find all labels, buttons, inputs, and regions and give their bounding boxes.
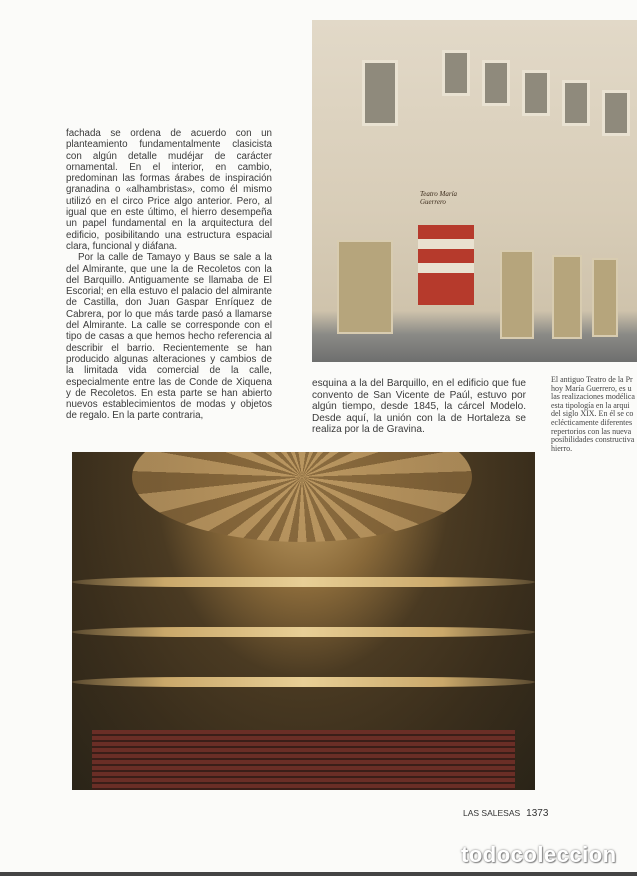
window [482, 60, 510, 106]
theater-interior-photo [72, 452, 535, 790]
facade-sign: Teatro María Guerrero [420, 190, 458, 206]
article-column-1 [66, 128, 272, 422]
theater-facade-photo [312, 20, 637, 362]
balcony-tier [72, 677, 535, 687]
paragraph: esquina a la del Barquillo, en el edificio que fue convento de San Vicente de Paúl, estuvo por algún tiempo, desde 1845, la cárcel Modelo. Desde aquí, la unión con la de Hortaleza se realiza por la de Gravina. [312, 378, 526, 436]
balcony-tier [72, 627, 535, 637]
scan-edge [0, 872, 637, 876]
window [522, 70, 550, 116]
window [562, 80, 590, 126]
window [362, 60, 398, 126]
page-footer [463, 808, 548, 819]
page-number: 1373 [526, 808, 549, 819]
seating-stalls [92, 730, 515, 790]
article-column-2 [312, 378, 526, 436]
section-title: LAS SALESAS [463, 808, 521, 818]
doorway [592, 258, 618, 337]
doorway [552, 255, 582, 339]
ceiling-dome [132, 452, 472, 542]
balcony-tier [72, 577, 535, 587]
poster-sign [418, 225, 474, 305]
doorway [500, 250, 534, 339]
watermark: todocoleccion [461, 842, 617, 867]
paragraph: Por la calle de Tamayo y Baus se sale a la del Almirante, que une la de Recoletos con la del Barquillo. Antiguamente se llamaba de El Escorial; en ella estuvo el palacio del almirante de Castilla, don Juan Gaspar Enríquez de Cabrera, por lo que más tarde pasó a llamarse del Almirante. La calle se corresponde con el tipo de casas a que hemos hecho referencia al describir el barrio. Recientemente se han producido algunas alteraciones y cambios de la limitada vida comercial de la calle, especialmente entre las de Conde de Xiquena y de Recoletos. En esta parte se han abierto nuevos establecimientos de modas y objetos de regalo. En la parte contraria, [66, 252, 272, 422]
paragraph: fachada se ordena de acuerdo con un planteamiento fundamentalmente clasicista con algún detalle mudéjar de carácter ornamental. En el interior, en cambio, predominan las formas árabes de inspiración granadina o «alhambristas», como él mismo utilizó en el circo Price algo anterior. Pero, al igual que en este último, el hierro desempeña un papel fundamental en la arquitectura del edificio, posibilitando una estructura espacial clara, funcional y diáfana. [66, 128, 272, 252]
photo-caption: El antiguo Teatro de la Pr hoy María Guerrero, es u las realizaciones modélica esta tipología en la arqui del siglo XIX. En él se co eclécticamente diferentes repertorios con las nueva posibilidades constructiva hierro. [551, 375, 635, 453]
doorway [337, 240, 393, 334]
window [442, 50, 470, 96]
window [602, 90, 630, 136]
